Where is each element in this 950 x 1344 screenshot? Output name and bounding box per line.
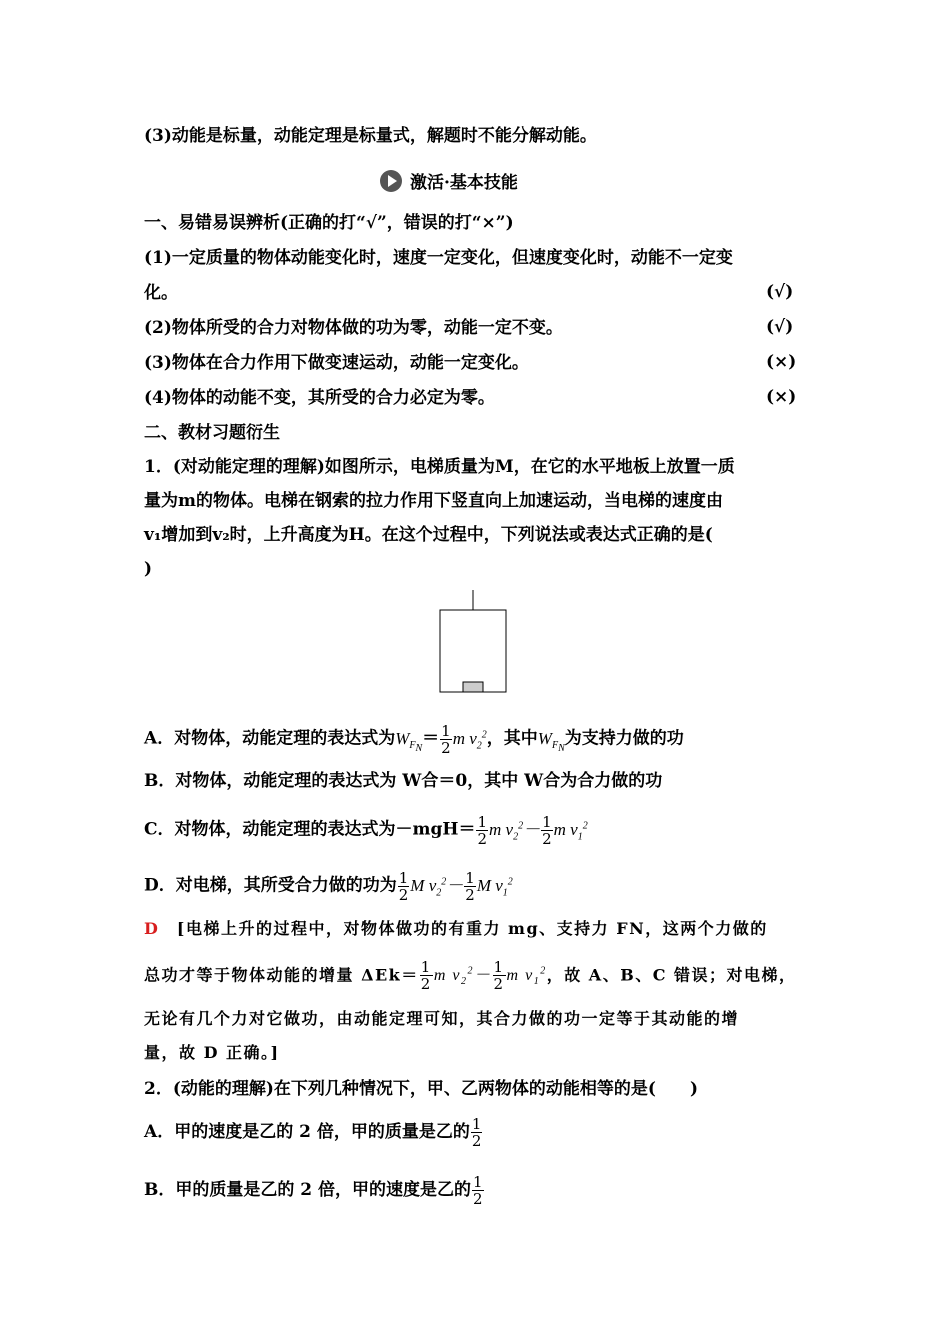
fraction: $\frac{1}{2}$ bbox=[493, 958, 505, 994]
math-expr: m $v_1^2$ bbox=[506, 966, 547, 988]
item3-mark: (×) bbox=[766, 352, 797, 372]
sol-post: ，故 A、B、C 错误；对电梯， bbox=[546, 965, 797, 985]
section-title-text: 激活·基本技能 bbox=[410, 173, 518, 193]
item2: (2)物体所受的合力对物体做的功为零，动能一定不变。 bbox=[144, 318, 563, 338]
fraction: $\frac{1}{2}$ bbox=[471, 1115, 482, 1150]
item1-line2: 化。 bbox=[144, 283, 178, 303]
elevator-diagram bbox=[430, 590, 520, 696]
fraction: $\frac{1}{2}$ bbox=[477, 812, 488, 848]
math-expr: M $v_1^2$ bbox=[476, 875, 513, 899]
solution-line2 bbox=[144, 952, 797, 992]
answer-letter: D bbox=[144, 919, 160, 938]
item4: (4)物体的动能不变，其所受的合力必定为零。 bbox=[144, 388, 495, 408]
optD-pre: D．对电梯，其所受合力做的功为 bbox=[144, 875, 397, 896]
section-title bbox=[380, 168, 518, 193]
solution-line3: 无论有几个力对它做功，由动能定理可知，其合力做的功一定等于其动能的增 bbox=[144, 1009, 740, 1028]
optA-pre: A．对物体，动能定理的表达式为 bbox=[144, 728, 396, 749]
q1-option-c bbox=[144, 806, 588, 846]
solution-line1 bbox=[144, 918, 768, 940]
part1-heading: 一、易错易误辨析(正确的打“√”，错误的打“×”) bbox=[144, 213, 514, 233]
math-expr: M $v_2^2-$ bbox=[410, 875, 464, 899]
q2-option-b bbox=[144, 1170, 485, 1210]
q1-line1: 1．(对动能定理的理解)如图所示，电梯质量为M，在它的水平地板上放置一质 bbox=[144, 457, 735, 477]
q1-line4: ) bbox=[144, 559, 153, 579]
fraction: $\frac{1}{2}$ bbox=[473, 1173, 483, 1208]
q2-optA-text: A．甲的速度是乙的 2 倍，甲的质量是乙的 bbox=[144, 1122, 470, 1142]
item4-mark: (×) bbox=[766, 387, 797, 407]
top-note: (3)动能是标量，动能定理是标量式，解题时不能分解动能。 bbox=[144, 126, 597, 146]
elevator-car bbox=[440, 610, 506, 692]
math-expr: m $v_2^2-$ bbox=[433, 966, 492, 988]
object-block bbox=[463, 682, 483, 692]
sol-pre: 总功才等于物体动能的增量 ΔEk＝ bbox=[144, 965, 419, 985]
math-expr: m $v_1^2$ bbox=[553, 819, 588, 843]
math-expr: m $v_2^2-$ bbox=[489, 819, 541, 843]
q1-option-d bbox=[144, 862, 513, 902]
w-fn-symbol: $W_{F_N}$ bbox=[395, 728, 423, 755]
solution-line4: 量，故 D 正确。] bbox=[144, 1043, 280, 1062]
q1-line3: v₁增加到v₂时，上升高度为H。在这个过程中，下列说法或表达式正确的是( bbox=[144, 525, 713, 545]
q1-option-b: B．对物体，动能定理的表达式为 W合＝0，其中 W合为合力做的功 bbox=[144, 771, 663, 791]
optA-mid: ，其中 bbox=[486, 728, 538, 749]
q2-optB-text: B．甲的质量是乙的 2 倍，甲的速度是乙的 bbox=[144, 1180, 472, 1200]
q2-option-a bbox=[144, 1112, 483, 1152]
math-expr: m $v_2^2$ bbox=[452, 728, 487, 752]
item3: (3)物体在合力作用下做变速运动，动能一定变化。 bbox=[144, 353, 529, 373]
fraction: $\frac{1}{2}$ bbox=[465, 868, 475, 904]
optA-post: 为支持力做的功 bbox=[564, 728, 684, 749]
fraction: $\frac{1}{2}$ bbox=[542, 812, 552, 848]
w-fn-symbol-2: $W_{F_N}$ bbox=[537, 728, 565, 755]
item1-mark: (√) bbox=[766, 282, 794, 302]
optC-pre: C．对物体，动能定理的表达式为－mgH＝ bbox=[144, 819, 476, 840]
play-icon bbox=[380, 170, 402, 192]
q2-stem: 2．(动能的理解)在下列几种情况下，甲、乙两物体的动能相等的是( ) bbox=[144, 1079, 699, 1099]
part2-heading: 二、教材习题衍生 bbox=[144, 423, 280, 443]
sol-text: [电梯上升的过程中，对物体做功的有重力 mg、支持力 FN，这两个力做的 bbox=[176, 919, 768, 938]
fraction: $\frac{1}{2}$ bbox=[441, 721, 451, 757]
fraction: $\frac{1}{2}$ bbox=[420, 958, 432, 994]
item1-line1: (1)一定质量的物体动能变化时，速度一定变化，但速度变化时，动能不一定变 bbox=[144, 248, 733, 268]
item2-mark: (√) bbox=[766, 317, 794, 337]
fraction: $\frac{1}{2}$ bbox=[398, 868, 409, 904]
q1-line2: 量为m的物体。电梯在钢索的拉力作用下竖直向上加速运动，当电梯的速度由 bbox=[144, 491, 723, 511]
q1-option-a: A．对物体，动能定理的表达式为$W_{F_N}=$ $\frac{1}{2}$ m $v_2^2$，其中$W_{F_N}$为支持力做的功 bbox=[144, 721, 684, 757]
